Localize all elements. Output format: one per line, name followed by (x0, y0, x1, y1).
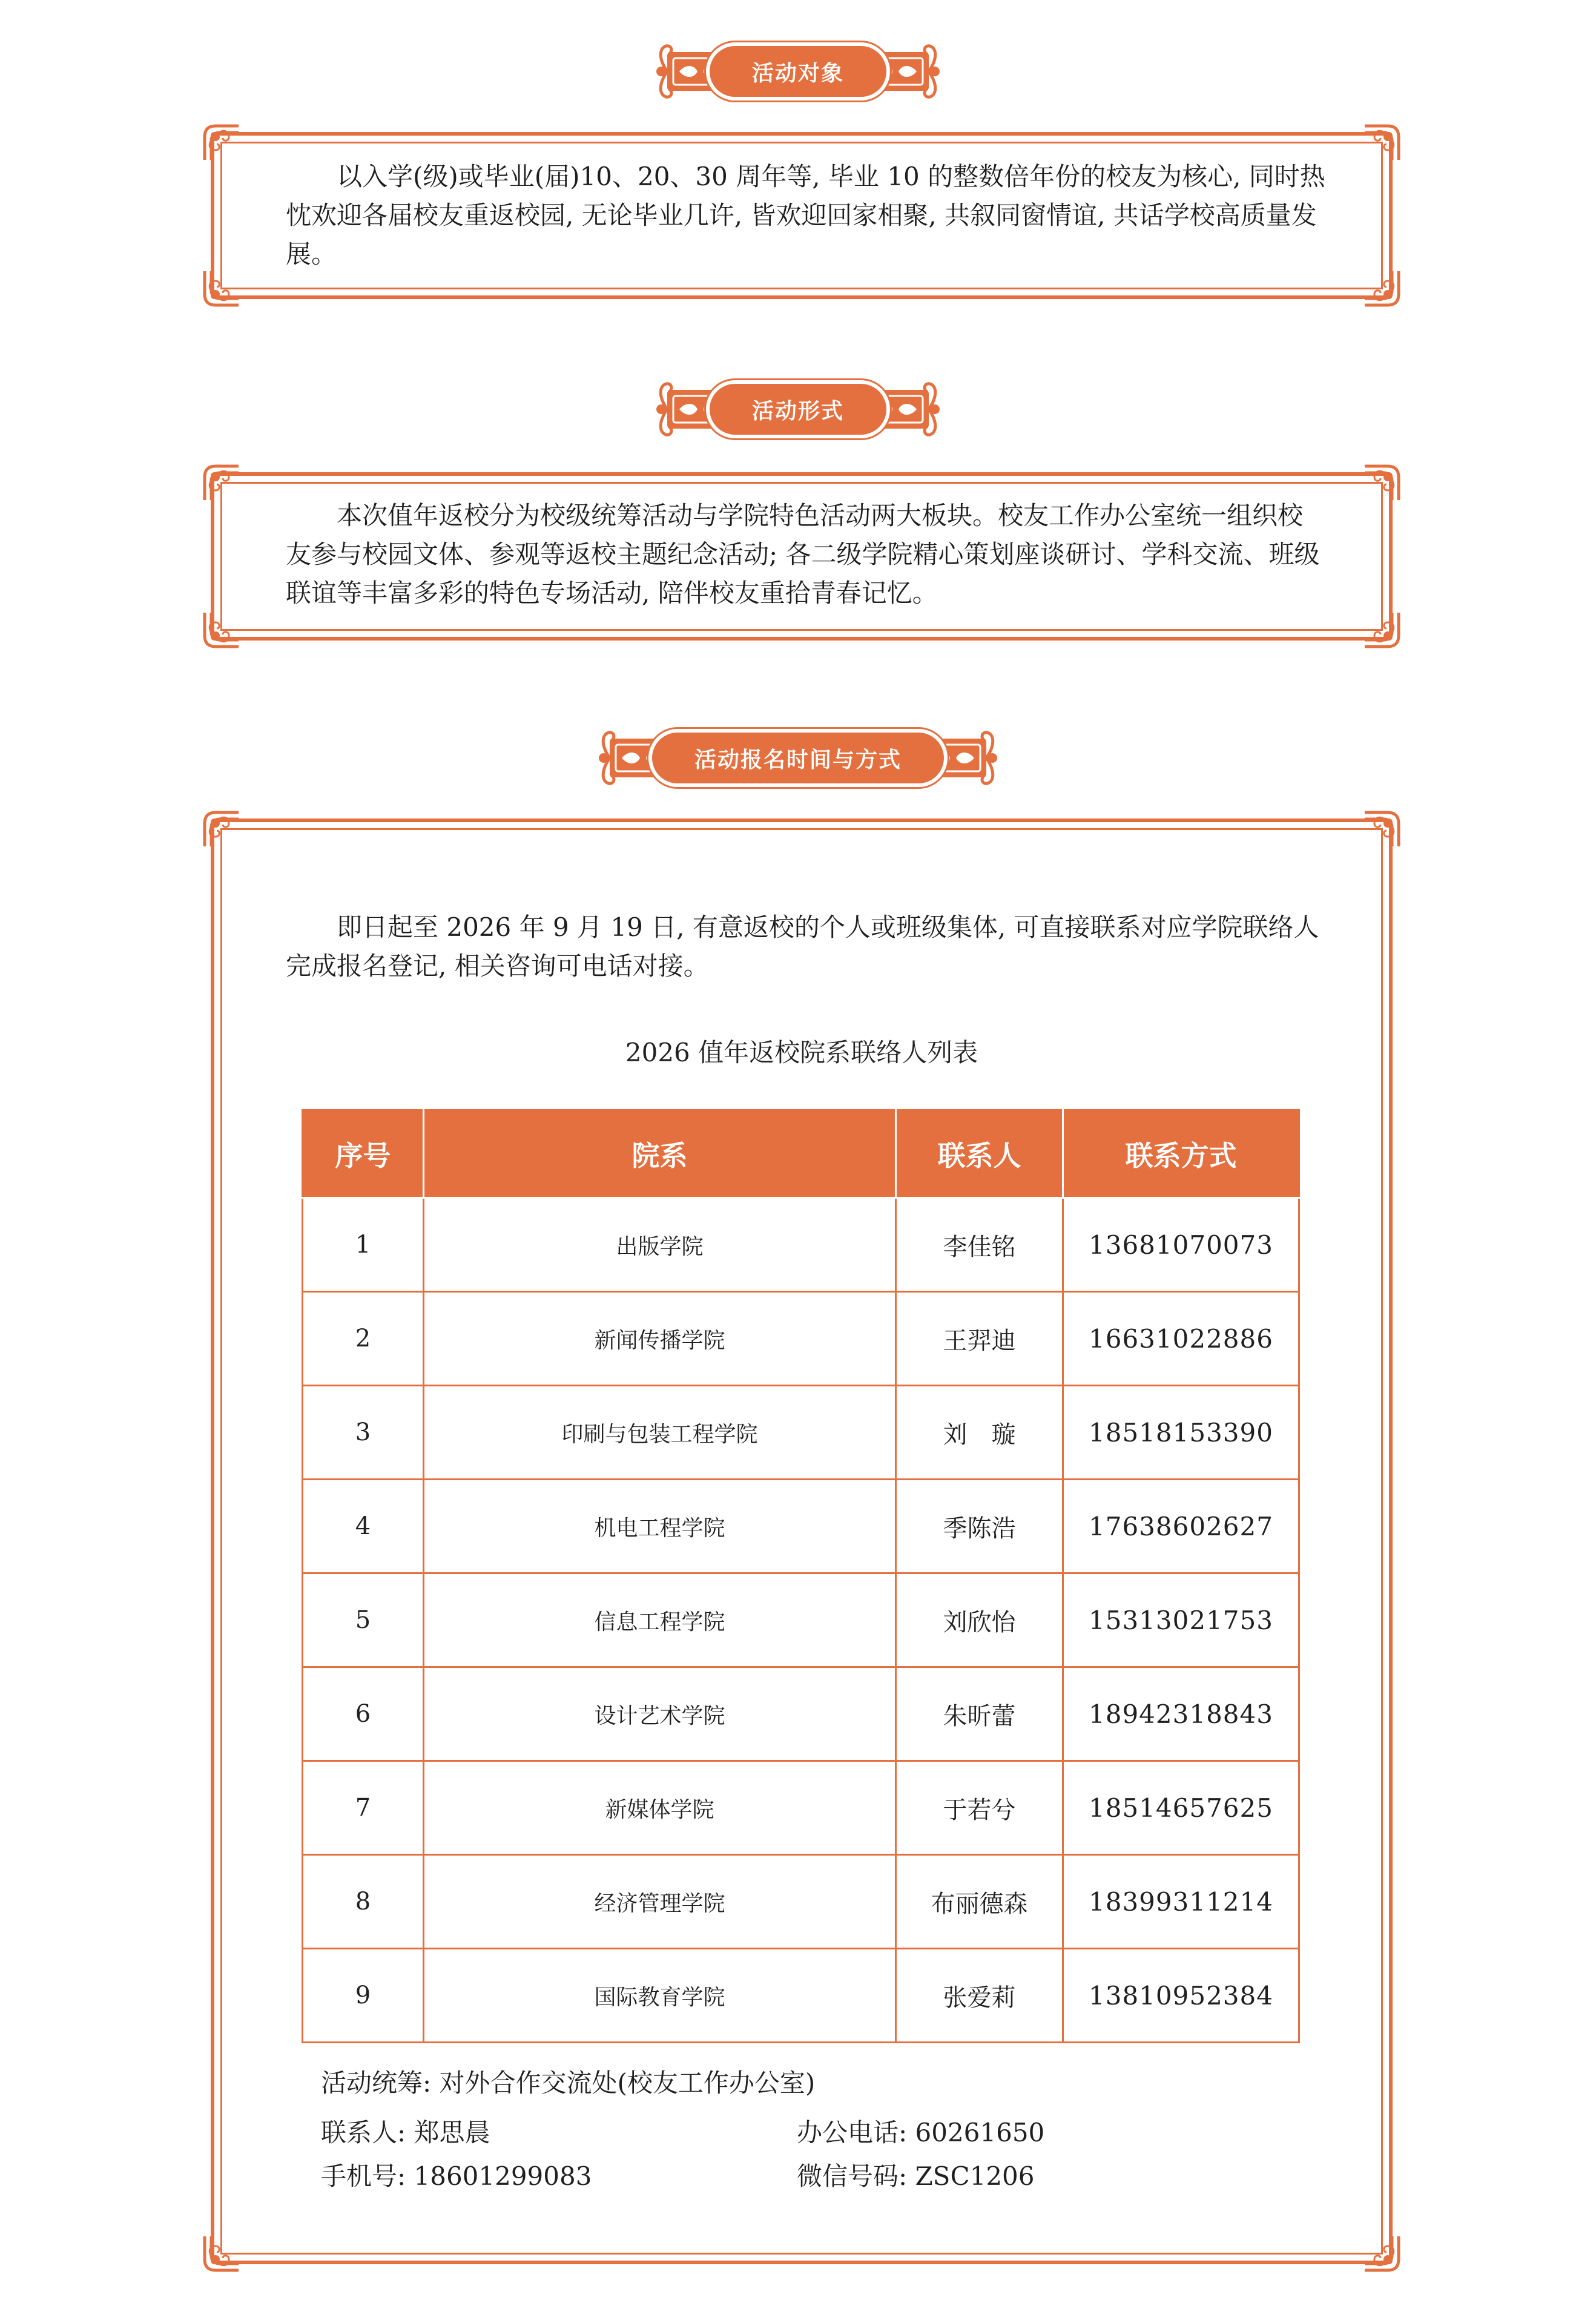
row-contact-person: 张爱莉 (896, 1949, 1063, 2043)
section-box-2 (211, 472, 1393, 641)
row-phone: 17638602627 (1063, 1480, 1299, 1573)
wechat-line: 微信号码: ZSC1206 (797, 2161, 1035, 2191)
row-contact-person: 朱昕蕾 (896, 1667, 1063, 1761)
section-title-1: 活动对象 (710, 46, 886, 97)
table-header-row (303, 1110, 1299, 1198)
row-index: 9 (303, 1949, 424, 2043)
row-department: 机电工程学院 (424, 1480, 896, 1573)
row-department: 国际教育学院 (424, 1949, 896, 2043)
row-index: 3 (303, 1386, 424, 1480)
row-index: 2 (303, 1292, 424, 1386)
row-phone: 18399311214 (1063, 1855, 1299, 1949)
row-department: 设计艺术学院 (424, 1667, 896, 1761)
table-title: 2026 值年返校院系联络人列表 (625, 1038, 978, 1067)
header-phone: 联系方式 (1063, 1110, 1299, 1198)
row-department: 信息工程学院 (424, 1573, 896, 1667)
row-phone: 13681070073 (1063, 1198, 1299, 1292)
corner-ornament-icon (1362, 124, 1401, 162)
table-row (303, 1667, 1299, 1761)
row-index: 5 (303, 1573, 424, 1667)
row-phone: 13810952384 (1063, 1949, 1299, 2043)
section-box-3 (211, 819, 1393, 2264)
table-row (303, 1949, 1299, 2043)
row-contact-person: 布丽德森 (896, 1855, 1063, 1949)
row-contact-person: 季陈浩 (896, 1480, 1063, 1573)
office-phone-line: 办公电话: 60261650 (797, 2118, 1045, 2147)
corner-ornament-icon (1362, 610, 1401, 649)
row-index: 8 (303, 1855, 424, 1949)
row-contact-person: 于若兮 (896, 1761, 1063, 1855)
row-department: 出版学院 (424, 1198, 896, 1292)
corner-ornament-icon (1362, 464, 1401, 502)
row-contact-person: 刘 璇 (896, 1386, 1063, 1480)
section-title-3: 活动报名时间与方式 (652, 733, 944, 783)
row-contact-person: 李佳铭 (896, 1198, 1063, 1292)
header-department: 院系 (424, 1110, 896, 1198)
table-row (303, 1573, 1299, 1667)
row-department: 新媒体学院 (424, 1761, 896, 1855)
corner-ornament-icon (1362, 810, 1401, 849)
corner-ornament-icon (202, 269, 241, 308)
header-contact-person: 联系人 (896, 1110, 1063, 1198)
corner-ornament-icon (202, 2234, 241, 2273)
corner-ornament-icon (1362, 2234, 1401, 2273)
row-index: 7 (303, 1761, 424, 1855)
section-title-2: 活动形式 (710, 384, 886, 435)
contact-person-line: 联系人: 郑思晨 (321, 2118, 490, 2147)
row-department: 新闻传播学院 (424, 1292, 896, 1386)
row-index: 1 (303, 1198, 424, 1292)
corner-ornament-icon (202, 124, 241, 162)
section-text-3: 即日起至 2026 年 9 月 19 日, 有意返校的个人或班级集体, 可直接联系对应学院联络人完成报名登记, 相关咨询可电话对接。 (286, 912, 1319, 981)
row-phone: 16631022886 (1063, 1292, 1299, 1386)
section-title-badge-2 (655, 378, 941, 441)
row-department: 经济管理学院 (424, 1855, 896, 1949)
section-text-2: 本次值年返校分为校级统筹活动与学院特色活动两大板块。校友工作办公室统一组织校友参与校园文体、参观等返校主题纪念活动; 各二级学院精心策划座谈研讨、学科交流、班级联谊等丰富多彩的特色专场活动, 陪伴校友重拾青春记忆。 (286, 501, 1320, 608)
table-row (303, 1855, 1299, 1949)
section-title-badge-1 (655, 40, 941, 103)
table-row (303, 1386, 1299, 1480)
section-box-1 (211, 132, 1393, 299)
organizer-line: 活动统筹: 对外合作交流处(校友工作办公室) (321, 2068, 816, 2098)
row-contact-person: 刘欣怡 (896, 1573, 1063, 1667)
section-text-1: 以入学(级)或毕业(届)10、20、30 周年等, 毕业 10 的整数倍年份的校友为核心, 同时热忱欢迎各届校友重返校园, 无论毕业几许, 皆欢迎回家相聚, 共叙同窗情谊, 共话学校高质量发展。 (286, 162, 1325, 269)
corner-ornament-icon (202, 610, 241, 649)
table-row (303, 1198, 1299, 1292)
row-phone: 18518153390 (1063, 1386, 1299, 1480)
row-department: 印刷与包装工程学院 (424, 1386, 896, 1480)
section-title-badge-3 (598, 726, 998, 789)
row-phone: 15313021753 (1063, 1573, 1299, 1667)
corner-ornament-icon (202, 464, 241, 502)
row-contact-person: 王羿迪 (896, 1292, 1063, 1386)
table-row (303, 1480, 1299, 1573)
header-index: 序号 (303, 1110, 424, 1198)
table-row (303, 1761, 1299, 1855)
corner-ornament-icon (1362, 269, 1401, 308)
row-phone: 18514657625 (1063, 1761, 1299, 1855)
corner-ornament-icon (202, 810, 241, 849)
table-row (303, 1292, 1299, 1386)
contacts-table (302, 1109, 1300, 2043)
row-index: 6 (303, 1667, 424, 1761)
row-index: 4 (303, 1480, 424, 1573)
mobile-line: 手机号: 18601299083 (321, 2161, 592, 2191)
row-phone: 18942318843 (1063, 1667, 1299, 1761)
